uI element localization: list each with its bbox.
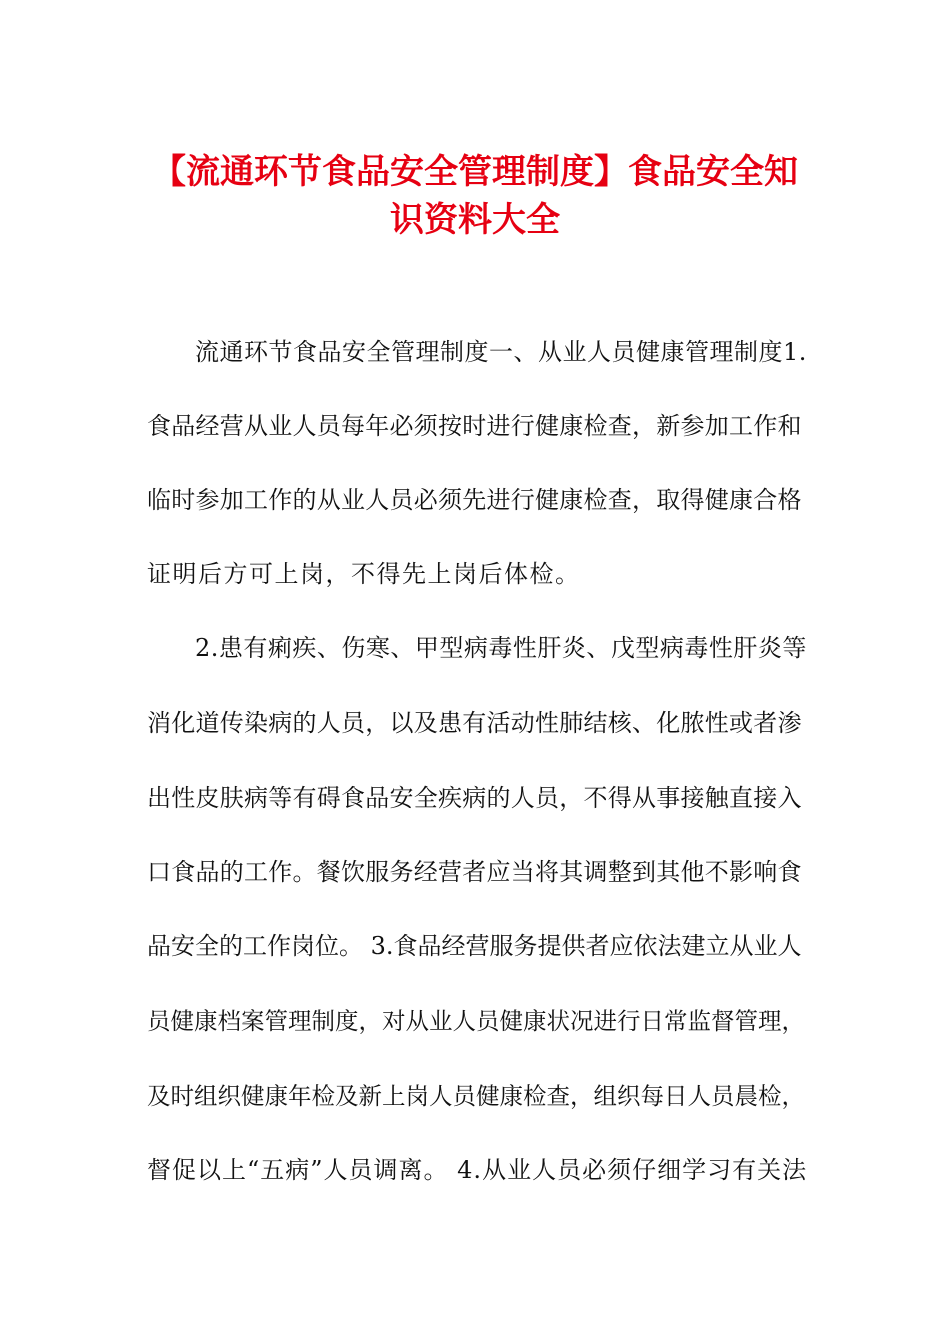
paragraph-line-12: 督促以上“五病”人员调离。 4.从业人员必须仔细学习有关法 xyxy=(147,1156,808,1184)
paragraph-line-9: 品安全的工作岗位。 3.食品经营服务提供者应依法建立从业人 xyxy=(147,932,802,960)
paragraph-line-10: 员健康档案管理制度，对从业人员健康状况进行日常监督管理， xyxy=(147,1007,805,1035)
document-title-line-2: 识资料大全 xyxy=(390,200,560,240)
paragraph-line-2: 食品经营从业人员每年必须按时进行健康检查，新参加工作和 xyxy=(147,412,802,440)
paragraph-line-4: 证明后方可上岗，不得先上岗后体检。 xyxy=(147,560,581,588)
paragraph-line-5: 2.患有痢疾、伤寒、甲型病毒性肝炎、戊型病毒性肝炎等 xyxy=(195,634,807,662)
paragraph-line-7: 出性皮肤病等有碍食品安全疾病的人员，不得从事接触直接入 xyxy=(147,784,802,812)
paragraph-line-11: 及时组织健康年检及新上岗人员健康检查，组织每日人员晨检， xyxy=(147,1082,805,1110)
paragraph-line-1: 流通环节食品安全管理制度一、从业人员健康管理制度1. xyxy=(195,338,807,366)
paragraph-line-6: 消化道传染病的人员，以及患有活动性肺结核、化脓性或者渗 xyxy=(147,709,802,737)
document-title-line-1: 【流通环节食品安全管理制度】食品安全知 xyxy=(152,152,798,192)
paragraph-line-3: 临时参加工作的从业人员必须先进行健康检查，取得健康合格 xyxy=(147,486,802,514)
paragraph-line-8: 口食品的工作。餐饮服务经营者应当将其调整到其他不影响食 xyxy=(147,858,802,886)
